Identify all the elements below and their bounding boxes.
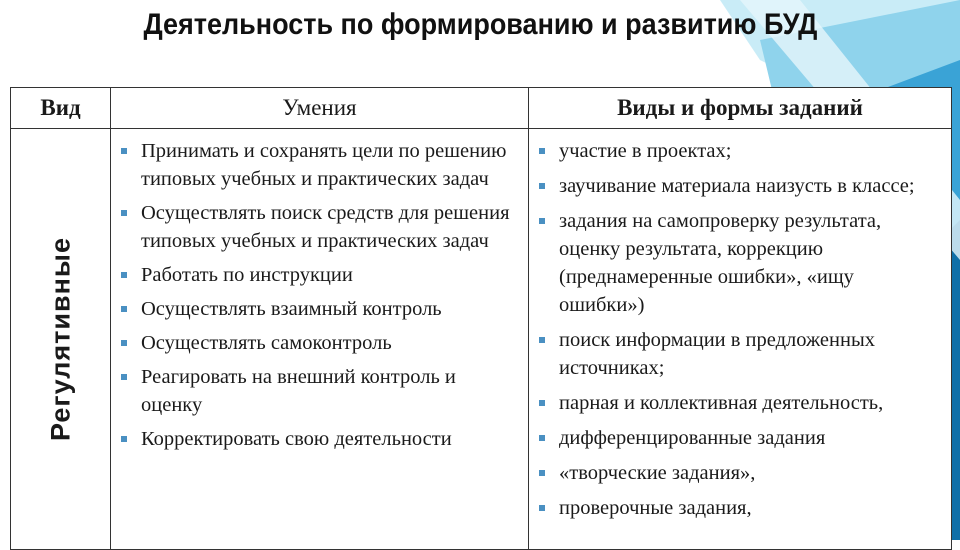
table-header-row bbox=[11, 88, 952, 129]
list-item: поиск информации в предложенных источниках; bbox=[539, 326, 943, 382]
list-item: Осуществлять взаимный контроль bbox=[121, 295, 520, 323]
list-item: участие в проектах; bbox=[539, 137, 943, 165]
square-bullet-icon bbox=[121, 210, 127, 216]
skills-list bbox=[111, 129, 528, 453]
square-bullet-icon bbox=[539, 505, 545, 511]
kind-label: Регулятивные bbox=[45, 237, 75, 441]
forms-list bbox=[529, 129, 951, 522]
list-item: проверочные задания, bbox=[539, 494, 943, 522]
list-item: Принимать и сохранять цели по решению типовых учебных и практических задач bbox=[121, 137, 520, 193]
square-bullet-icon bbox=[121, 436, 127, 442]
header-skills: Умения bbox=[111, 88, 529, 129]
square-bullet-icon bbox=[539, 148, 545, 154]
list-item: «творческие задания», bbox=[539, 459, 943, 487]
header-kind: Вид bbox=[11, 88, 111, 129]
square-bullet-icon bbox=[539, 400, 545, 406]
square-bullet-icon bbox=[121, 340, 127, 346]
list-item: Корректировать свою деятельности bbox=[121, 425, 520, 453]
forms-cell bbox=[529, 129, 952, 550]
square-bullet-icon bbox=[539, 183, 545, 189]
list-item: Осуществлять самоконтроль bbox=[121, 329, 520, 357]
square-bullet-icon bbox=[539, 435, 545, 441]
list-item: Осуществлять поиск средств для решения типовых учебных и практических задач bbox=[121, 199, 520, 255]
square-bullet-icon bbox=[539, 218, 545, 224]
header-forms: Виды и формы заданий bbox=[529, 88, 952, 129]
slide-title: Деятельность по формированию и развитию БУД bbox=[143, 8, 817, 41]
square-bullet-icon bbox=[121, 374, 127, 380]
list-item: дифференцированные задания bbox=[539, 424, 943, 452]
list-item: Работать по инструкции bbox=[121, 261, 520, 289]
table-row bbox=[11, 129, 952, 550]
skills-table bbox=[10, 87, 952, 550]
square-bullet-icon bbox=[121, 272, 127, 278]
square-bullet-icon bbox=[121, 148, 127, 154]
square-bullet-icon bbox=[539, 470, 545, 476]
list-item: парная и коллективная деятельность, bbox=[539, 389, 943, 417]
square-bullet-icon bbox=[539, 337, 545, 343]
list-item: заучивание материала наизусть в классе; bbox=[539, 172, 943, 200]
list-item: задания на самопроверку результата, оценку результата, коррекцию (преднамеренные ошибки», «ищу ошибки») bbox=[539, 207, 943, 319]
skills-cell bbox=[111, 129, 529, 550]
list-item: Реагировать на внешний контроль и оценку bbox=[121, 363, 520, 419]
square-bullet-icon bbox=[121, 306, 127, 312]
kind-cell bbox=[11, 129, 111, 550]
